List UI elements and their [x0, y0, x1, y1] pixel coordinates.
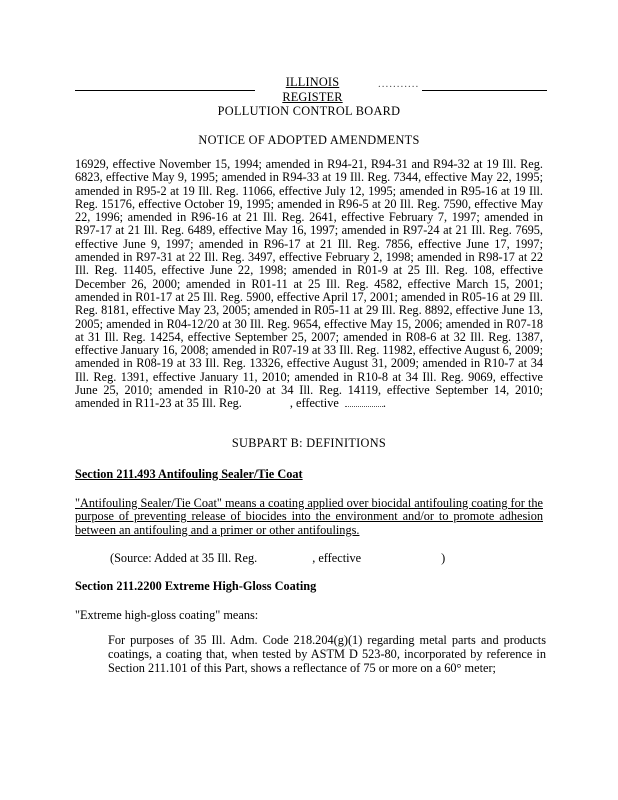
amendment-history: 16929, effective November 15, 1994; amended in R94-21, R94-31 and R94-32 at 19 Ill. Reg. 6823, effective May 9, 1995; amended in R94-33 at 19 Ill. Reg. 7344, effective May 22, 1995; amended in R95-2 at 19 Ill. Reg. 11066, effective July 12, 1995; amended in R95-16 at 19 Ill. Reg. 15176, effective October 19, 1995; amended in R96-5 at 20 Ill. Reg. 7590, effective May 22, 1996; amended in R96-16 at 21 Ill. Reg. 2641, effective February 7, 1997; amended in R97-17 at 21 Ill. Reg. 6489, effective May 16, 1997; amended in R97-24 at 21 Ill. Reg. 7695, effective June 9, 1997; amended in R96-17 at 21 Ill. Reg. 7856, effective June 17, 1997; amended in R97-31 at 22 Ill. Reg. 3497, effective February 2, 1998; amended in R98-17 at 22 Ill. Reg. 11405, effective June 22, 1998; amended in R01-9 at 25 Ill. Reg. 108, effective December 26, 2000; amended in R01-11 at 25 Ill. Reg. 4582, effective March 15, 2001; amended in R01-17 at 25 Ill. Reg. 5900, effective April 17, 2001; amended in R05-16 at 29 Ill. Reg. 8181, effective May 23, 2005; amended in R05-11 at 29 Ill. Reg. 8892, effective June 13, 2005; amended in R04-12/20 at 30 Ill. Reg. 9654, effective May 15, 2006; amended in R07-18 at 31 Ill. Reg. 14254, effective September 25, 2007; amended in R08-6 at 32 Ill. Reg. 1387, effective January 16, 2008; amended in R07-19 at 33 Ill. Reg. 11982, effective August 6, 2009; amended in R08-19 at 33 Ill. Reg. 13326, effective August 31, 2009; amended in R10-7 at 34 Ill. Reg. 1391, effective January 11, 2010; amended in R10-8 at 34 Ill. Reg. 9069, effective June 25, 2010; amended in R10-20 at 34 Ill. Reg. 14119, effective September 14, 2010; amended in R11-23 at 35 Ill. Reg. , effective . [75, 157, 543, 411]
notice-title: NOTICE OF ADOPTED AMENDMENTS [198, 133, 420, 147]
header-rule-left [75, 90, 255, 91]
amendment-history-text: 16929, effective November 15, 1994; amended in R94-21, R94-31 and R94-32 at 19 Ill. Reg. 6823, effective May 9, 1995; amended in R94-33 at 19 Ill. Reg. 7344, effective May 22, 1995; amended in R95-2 at 19 Ill. Reg. 11066, effective July 12, 1995; amended in R95-16 at 19 Ill. Reg. 15176, effective October 19, 1995; amended in R96-5 at 20 Ill. Reg. 7590, effective May 22, 1996; amended in R96-16 at 21 Ill. Reg. 2641, effective February 7, 1997; amended in R97-17 at 21 Ill. Reg. 6489, effective May 16, 1997; amended in R97-24 at 21 Ill. Reg. 7695, effective June 9, 1997; amended in R96-17 at 21 Ill. Reg. 7856, effective June 17, 1997; amended in R97-31 at 22 Ill. Reg. 3497, effective February 2, 1998; amended in R98-17 at 22 Ill. Reg. 11405, effective June 22, 1998; amended in R01-9 at 25 Ill. Reg. 108, effective December 26, 2000; amended in R01-11 at 25 Ill. Reg. 4582, effective March 15, 2001; amended in R01-17 at 25 Ill. Reg. 5900, effective April 17, 2001; amended in R05-16 at 29 Ill. Reg. 8181, effective May 23, 2005; amended in R05-11 at 29 Ill. Reg. 8892, effective June 13, 2005; amended in R04-12/20 at 30 Ill. Reg. 9654, effective May 15, 2006; amended in R07-18 at 31 Ill. Reg. 14254, effective September 25, 2007; amended in R08-6 at 32 Ill. Reg. 1387, effective January 16, 2008; amended in R07-19 at 33 Ill. Reg. 11982, effective August 6, 2009; amended in R08-19 at 33 Ill. Reg. 13326, effective August 31, 2009; amended in R10-7 at 34 Ill. Reg. 1391, effective January 11, 2010; amended in R10-8 at 34 Ill. Reg. 9069, effective June 25, 2010; amended in R10-20 at 34 Ill. Reg. 14119, effective September 14, 2010; amended in R11-23 at 35 Ill. Reg. [75, 157, 543, 411]
register-title: ILLINOIS REGISTER [282, 75, 343, 104]
history-effective: , effective [289, 396, 339, 411]
subpart-heading: SUBPART B: DEFINITIONS [231, 436, 387, 450]
board-name: POLLUTION CONTROL BOARD [217, 104, 401, 118]
source-effective: , effective [312, 551, 362, 565]
source-note [110, 551, 510, 566]
header-dots: ........... [378, 78, 420, 90]
header-rule-right [422, 90, 547, 91]
section-211-2200-intro: "Extreme high-gloss coating" means: [75, 608, 259, 622]
section-211-493-heading: Section 211.493 Antifouling Sealer/Tie Coat [75, 467, 303, 481]
section-211-2200-heading: Section 211.2200 Extreme High-Gloss Coating [75, 579, 317, 593]
section-211-493-definition: "Antifouling Sealer/Tie Coat" means a coating applied over biocidal antifouling coating for the purpose of preventing release of biocides into the environment and/or to promote adhesion between an antifouling and a primer or other antifoulings. [75, 496, 543, 537]
blank-date [345, 406, 383, 407]
source-close: ) [441, 551, 446, 565]
source-open: (Source: Added at 35 Ill. Reg. [110, 551, 258, 565]
section-211-2200-body: For purposes of 35 Ill. Adm. Code 218.204(g)(1) regarding metal parts and products coatings, a coating that, when tested by ASTM D 523-80, incorporated by reference in Section 211.101 of this Part, shows a reflectance of 75 or more on a 60° meter; [108, 633, 546, 675]
